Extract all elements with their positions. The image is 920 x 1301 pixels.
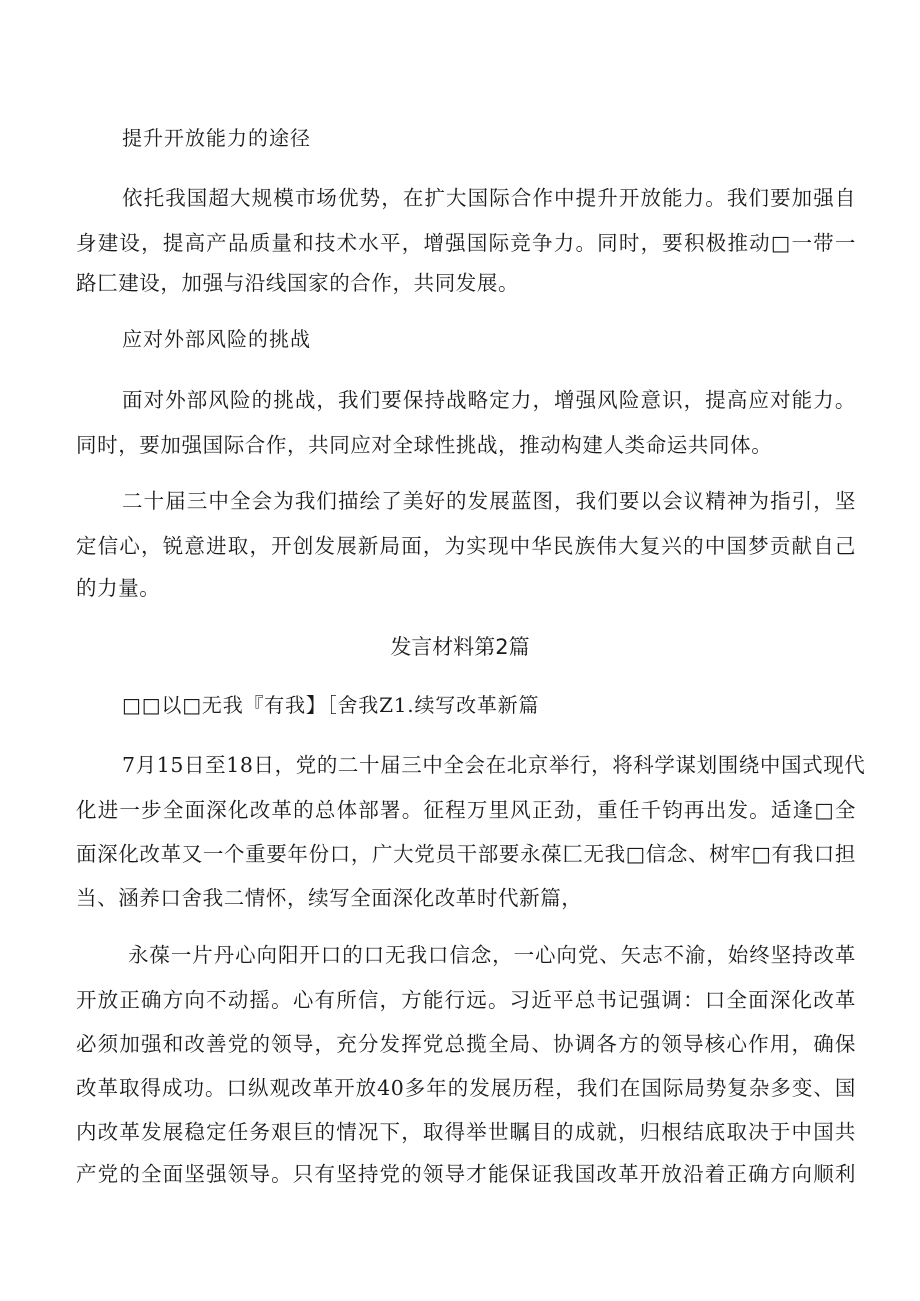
paragraph-line: 开放正确方向不动摇。心有所信，方能行远。习近平总书记强调：口全面深化改革 xyxy=(76,988,856,1012)
paragraph-line: 定信心，锐意进取，开创发展新局面，为实现中华民族伟大复兴的中国梦贡献自己 xyxy=(76,534,856,558)
section-title: 发言材料第2篇 xyxy=(390,635,530,659)
paragraph-line: 化进一步全面深化改革的总体部署。征程万里风正劲，重任千钧再出发。适逢□全 xyxy=(76,798,856,822)
paragraph-line: 二十届三中全会为我们描绘了美好的发展蓝图，我们要以会议精神为指引，坚 xyxy=(122,489,856,513)
article-subtitle: □□以□无我『有我】［舍我Z1.续写改革新篇 xyxy=(122,693,540,717)
paragraph-line: 永葆一片丹心向阳开口的口无我口信念，一心向党、矢志不渝，始终坚持改革 xyxy=(128,943,856,967)
paragraph-line: 内改革发展稳定任务艰巨的情况下，取得举世瞩目的成就，归根结底取决于中国共 xyxy=(76,1120,856,1144)
paragraph-line: 同时，要加强国际合作，共同应对全球性挑战，推动构建人类命运共同体。 xyxy=(76,433,773,457)
paragraph-line: 身建设，提高产品质量和技术水平，增强国际竞争力。同时，要积极推动□一带一 xyxy=(76,231,856,255)
paragraph-line: 当、涵养口舍我二情怀，续写全面深化改革时代新篇， xyxy=(76,886,583,910)
paragraph-line: 必须加强和改善党的领导，充分发挥党总揽全局、协调各方的领导核心作用，确保 xyxy=(76,1032,856,1056)
heading-external-risk: 应对外部风险的挑战 xyxy=(122,327,311,351)
heading-open-capacity: 提升开放能力的途径 xyxy=(122,126,311,150)
paragraph-line: 依托我国超大规模市场优势，在扩大国际合作中提升开放能力。我们要加强自 xyxy=(122,186,856,210)
paragraph-line: 路匚建设，加强与沿线国家的合作，共同发展。 xyxy=(76,271,520,295)
paragraph-line: 7月15日至18日，党的二十届三中全会在北京举行，将科学谋划围绕中国式现代 xyxy=(122,753,866,777)
paragraph-line: 改革取得成功。口纵观改革开放40多年的发展历程，我们在国际局势复杂多变、国 xyxy=(76,1076,856,1100)
paragraph-line: 产党的全面坚强领导。只有坚持党的领导才能保证我国改革开放沿着正确方向顺利 xyxy=(76,1162,856,1186)
paragraph-line: 面对外部风险的挑战，我们要保持战略定力，增强风险意识，提高应对能力。 xyxy=(122,388,856,412)
paragraph-line: 面深化改革又一个重要年份口，广大党员干部要永葆匚无我□信念、树牢□有我口担 xyxy=(76,842,856,866)
paragraph-line: 的力量。 xyxy=(76,576,161,600)
